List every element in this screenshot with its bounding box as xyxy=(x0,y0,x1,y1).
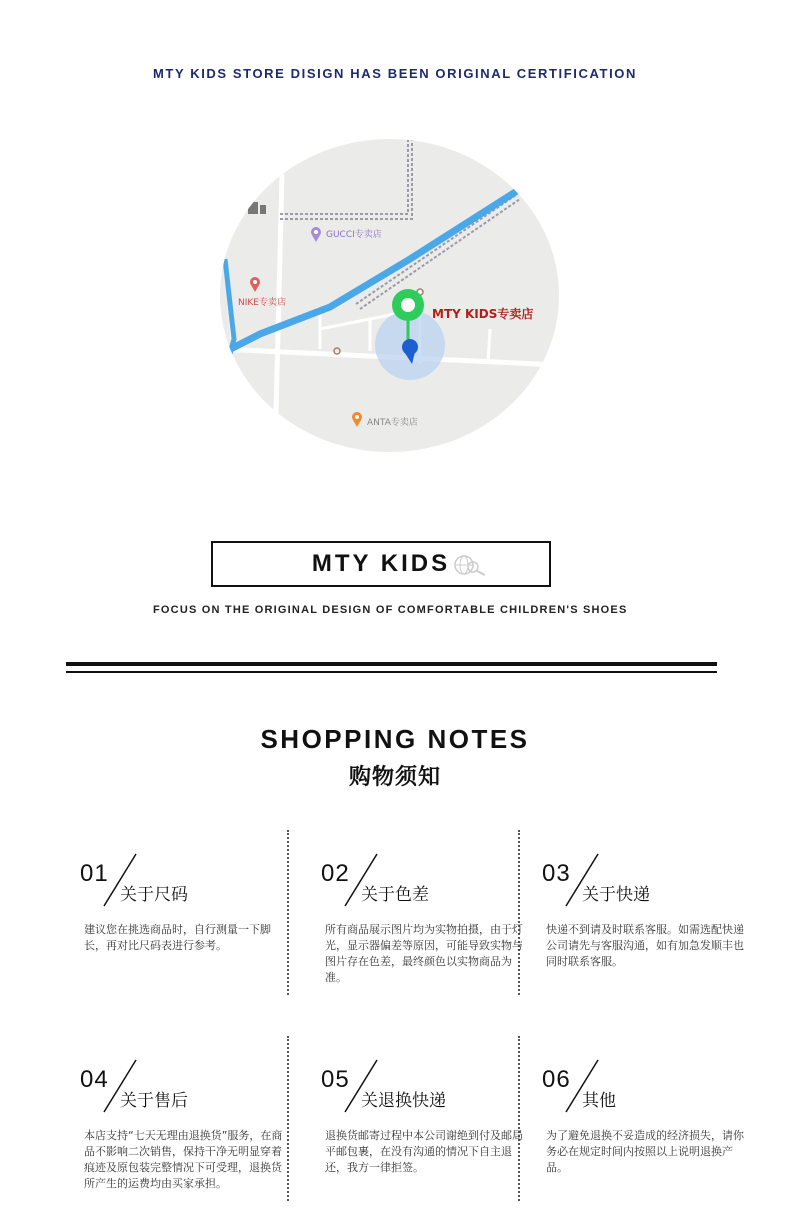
note-number: 05 xyxy=(321,1066,350,1093)
store-label: MTY KIDS专卖店 xyxy=(432,307,534,321)
note-body: 建议您在挑选商品时，自行测量一下脚长，再对比尺码表进行参考。 xyxy=(84,923,271,952)
anta-pin-icon xyxy=(352,412,362,427)
note-title: 关于快递 xyxy=(582,885,650,905)
map-railways xyxy=(280,139,520,309)
nike-pin-icon xyxy=(250,277,260,292)
divider-thick xyxy=(66,662,717,666)
note-number: 01 xyxy=(80,860,109,887)
note-body: 所有商品展示图片均为实物拍摄，由于灯光，显示器偏差等原因，可能导致实物与图片存在色差，最终颜色以实物商品为准。 xyxy=(325,923,523,984)
note-number: 04 xyxy=(80,1066,109,1093)
store-location-map[interactable] xyxy=(220,139,559,452)
gucci-pin-icon xyxy=(311,227,321,242)
tagline: FOCUS ON THE ORIGINAL DESIGN OF COMFORTABLE CHILDREN'S SHOES xyxy=(153,604,628,616)
note-title: 关退换快递 xyxy=(361,1091,446,1111)
column-divider xyxy=(287,830,289,995)
certification-text: MTY KIDS STORE DISIGN HAS BEEN ORIGINAL CERTIFICATION xyxy=(153,66,637,81)
note-number: 03 xyxy=(542,860,571,887)
note-number: 02 xyxy=(321,860,350,887)
map-graphic xyxy=(220,139,559,452)
note-number: 06 xyxy=(542,1066,571,1093)
divider-thin xyxy=(66,671,717,673)
note-body: 为了避免退换不妥造成的经济损失，请你务必在规定时间内按照以上说明退换产品。 xyxy=(546,1129,744,1174)
note-title: 关于售后 xyxy=(120,1091,188,1111)
brand-name: MTY KIDS xyxy=(311,550,451,577)
building-icon xyxy=(248,202,266,214)
nike-label: NIKE专卖店 xyxy=(238,298,286,308)
note-title: 其他 xyxy=(582,1091,616,1111)
note-title: 关于色差 xyxy=(361,885,429,905)
column-divider xyxy=(518,1036,520,1201)
anta-label: ANTA专卖店 xyxy=(367,418,418,428)
note-body: 退换货邮寄过程中本公司谢绝到付及邮局平邮包裹，在没有沟通的情况下自主退还，我方一律拒签。 xyxy=(325,1129,523,1174)
brand-box xyxy=(211,541,551,587)
map-canal xyxy=(225,259,234,354)
gucci-label: GUCCI专卖店 xyxy=(326,230,382,240)
note-title: 关于尺码 xyxy=(120,885,188,905)
note-body: 快递不到请及时联系客服。如需选配快递公司请先与客服沟通，如有加急发顺丰也同时联系客服。 xyxy=(546,923,744,968)
shopping-notes-title: SHOPPING NOTES xyxy=(260,724,530,754)
shopping-notes-title-zh: 购物须知 xyxy=(348,765,441,790)
note-body: 本店支持“七天无理由退换货”服务，在商品不影响二次销售，保持干净无明显穿着痕迹及原包装完整情况下可受理，退换货所产生的运费均由买家承担。 xyxy=(84,1129,283,1190)
search-globe-icon xyxy=(453,554,489,580)
